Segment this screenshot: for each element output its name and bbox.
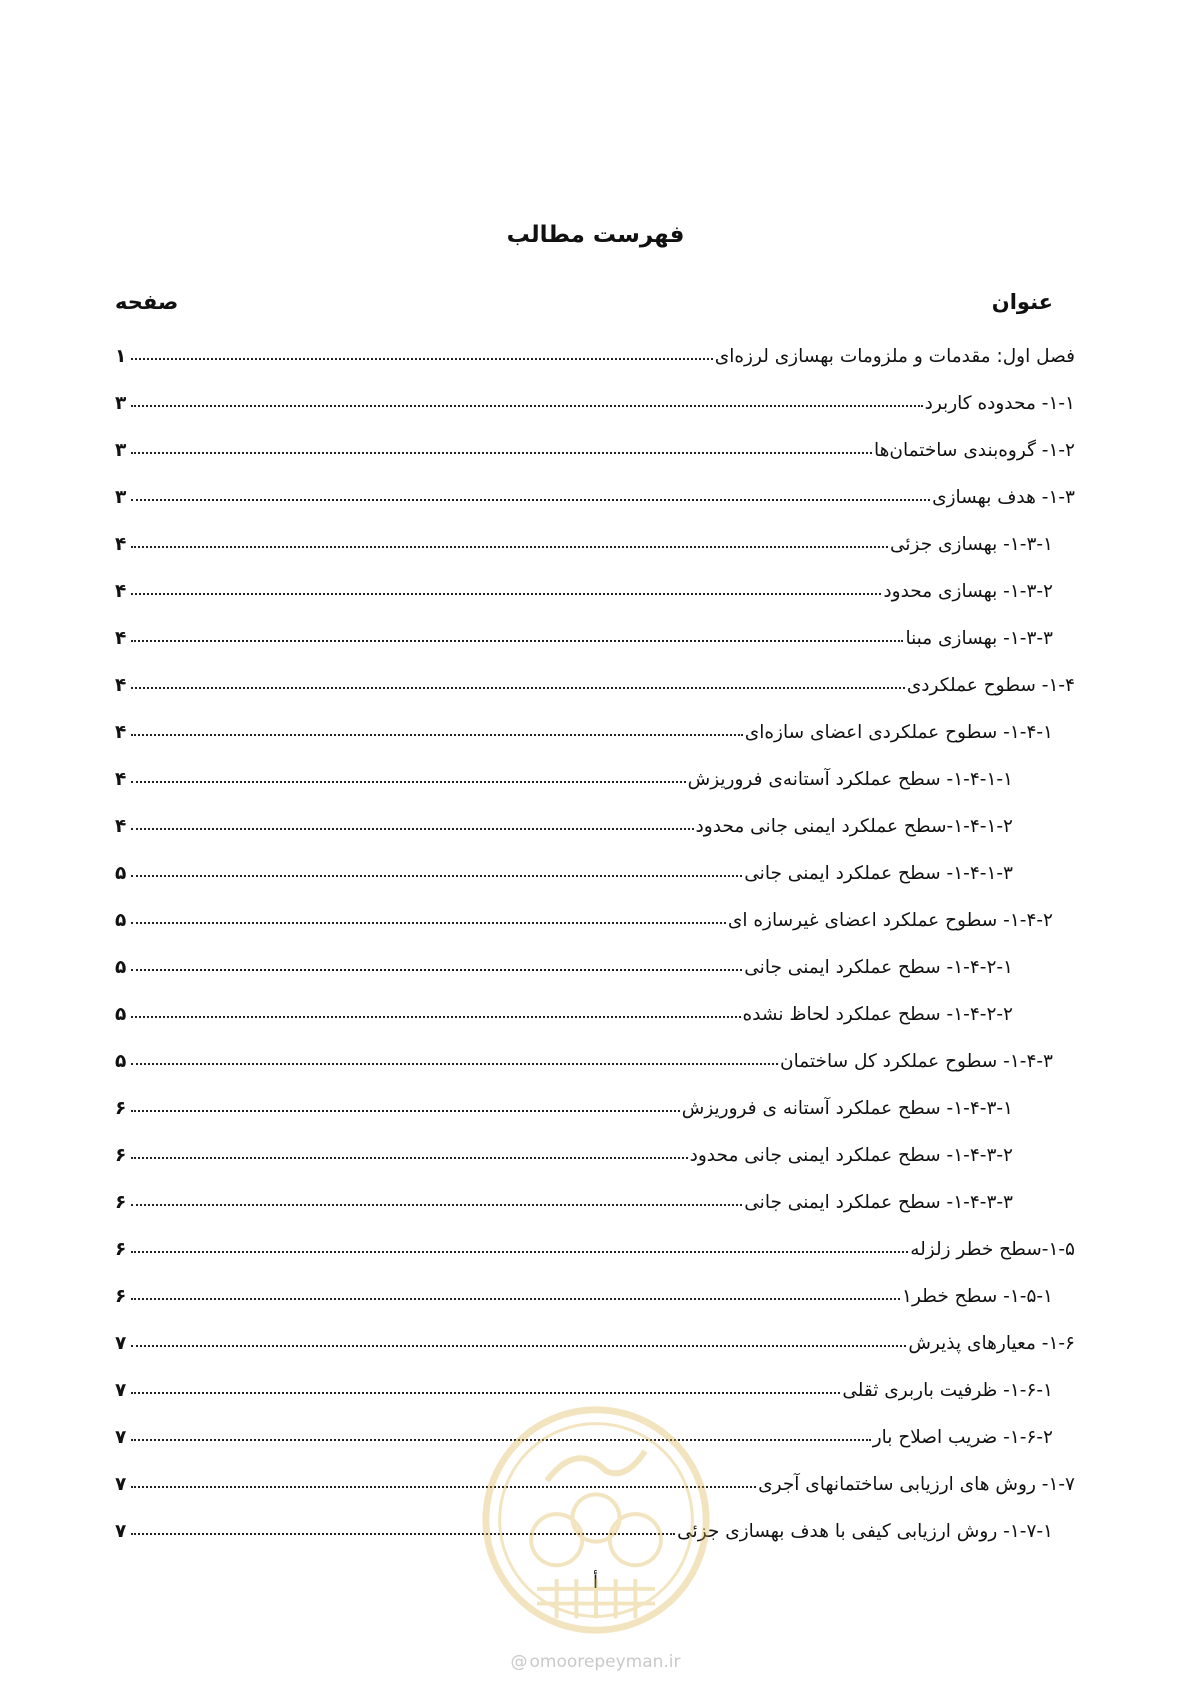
toc-entry[interactable] <box>115 1038 1053 1072</box>
dot-leader <box>131 358 713 360</box>
page-number: أ <box>592 1572 598 1593</box>
toc-entry-title: ۱-۴-۱- سطوح عملکردی اعضای سازه‌ای <box>744 722 1053 743</box>
toc-entry[interactable] <box>115 1367 1053 1401</box>
toc-entry-page: ۳ <box>115 393 127 414</box>
toc-entry-title: ۱-۴-۳- سطوح عملکرد کل ساختمان <box>780 1051 1053 1072</box>
toc-entry-page: ۵ <box>115 863 127 884</box>
toc-entry-page: ۷ <box>115 1427 127 1448</box>
toc-entry-page: ۳ <box>115 487 127 508</box>
dot-leader <box>131 1392 840 1394</box>
dot-leader <box>131 828 694 830</box>
toc-entry-title: ۱-۴-۲- سطوح عملکرد اعضای غیرسازه ای <box>727 910 1053 931</box>
dot-leader <box>131 1251 908 1253</box>
toc-entry[interactable] <box>115 1508 1053 1542</box>
watermark-url <box>0 1652 1191 1672</box>
toc-entry[interactable] <box>115 615 1053 649</box>
toc-entry[interactable] <box>115 709 1053 743</box>
toc-entry[interactable] <box>115 380 1075 414</box>
toc-entry[interactable] <box>115 756 1013 790</box>
toc-entry-page: ۶ <box>115 1192 127 1213</box>
page-title: فهرست مطالب <box>506 222 685 248</box>
toc-entry[interactable] <box>115 944 1013 978</box>
dot-leader <box>131 1486 756 1488</box>
toc-entry-title: ۱-۴-۱-۲-سطح عملکرد ایمنی جانی محدود <box>695 816 1013 837</box>
toc-entry-title: ۱-۷- روش های ارزیابی ساختمانهای آجری <box>758 1474 1075 1495</box>
dot-leader <box>131 1016 741 1018</box>
toc-entry[interactable] <box>115 1414 1053 1448</box>
toc-entry-page: ۴ <box>115 675 127 696</box>
column-header-title: عنوان <box>991 290 1053 314</box>
toc-entry[interactable] <box>115 1320 1075 1354</box>
toc-entry-page: ۷ <box>115 1521 127 1542</box>
dot-leader <box>131 687 905 689</box>
toc-entry[interactable] <box>115 1085 1013 1119</box>
toc-entry[interactable] <box>115 568 1053 602</box>
toc-entry-title: ۱-۴-۳-۱- سطح عملکرد آستانه ی فروریزش <box>681 1098 1013 1119</box>
toc-entry-page: ۱ <box>115 346 127 367</box>
toc-entry[interactable] <box>115 991 1013 1025</box>
dot-leader <box>131 1157 688 1159</box>
toc-entry[interactable] <box>115 1226 1075 1260</box>
dot-leader <box>131 781 686 783</box>
toc-entry-title: ۱-۶- معیارهای پذیرش <box>908 1333 1075 1354</box>
toc-entry-title: ۱-۴-۱-۱- سطح عملکرد آستانه‌ی فروریزش <box>687 769 1013 790</box>
toc-entry-page: ۴ <box>115 581 127 602</box>
toc-entry[interactable] <box>115 850 1013 884</box>
dot-leader <box>131 734 743 736</box>
dot-leader <box>131 1298 900 1300</box>
toc-entry-page: ۷ <box>115 1474 127 1495</box>
at-icon: @ <box>510 1652 528 1672</box>
dot-leader <box>131 969 742 971</box>
toc-entry-title: ۱-۳-۳- بهسازی مبنا <box>905 628 1053 649</box>
toc-entry[interactable] <box>115 1273 1053 1307</box>
toc-entry-title: ۱-۴-۳-۲- سطح عملکرد ایمنی جانی محدود <box>689 1145 1013 1166</box>
watermark-url-text: omoorepeyman.ir <box>529 1652 681 1672</box>
toc-entry[interactable] <box>115 1461 1075 1495</box>
dot-leader <box>131 1204 742 1206</box>
toc-entry-page: ۴ <box>115 816 127 837</box>
toc-entry[interactable] <box>115 521 1053 555</box>
toc-entry-page: ۷ <box>115 1333 127 1354</box>
toc-entry-title: ۱-۴-۳-۳- سطح عملکرد ایمنی جانی <box>744 1192 1013 1213</box>
toc-entry-page: ۵ <box>115 957 127 978</box>
dot-leader <box>131 1439 871 1441</box>
toc-entry-title: ۱-۴-۲-۲- سطح عملکرد لحاظ نشده <box>742 1004 1013 1025</box>
toc-entry-page: ۷ <box>115 1380 127 1401</box>
dot-leader <box>131 922 726 924</box>
toc-entry-page: ۴ <box>115 722 127 743</box>
toc-entry-title: ۱-۷-۱- روش ارزیابی کیفی با هدف بهسازی جزئی <box>677 1521 1053 1542</box>
toc-entry-page: ۶ <box>115 1286 127 1307</box>
dot-leader <box>131 640 903 642</box>
toc-entry-title: ۱-۱- محدوده کاربرد <box>924 393 1075 414</box>
toc-entry-title: ۱-۳-۲- بهسازی محدود <box>883 581 1053 602</box>
toc-entry[interactable] <box>115 662 1075 696</box>
toc-entry[interactable] <box>115 1179 1013 1213</box>
toc-entry-title: ۱-۳- هدف بهسازی <box>932 487 1075 508</box>
toc-entry-title: ۱-۶-۲- ضریب اصلاح بار <box>872 1427 1053 1448</box>
toc-entry-title: ۱-۴- سطوح عملکردی <box>906 675 1075 696</box>
toc-entry-title: ۱-۵-سطح خطر زلزله <box>910 1239 1075 1260</box>
column-header-page: صفحه <box>115 290 179 314</box>
toc-entry[interactable] <box>115 427 1075 461</box>
dot-leader <box>131 1533 675 1535</box>
toc-entry-page: ۴ <box>115 534 127 555</box>
dot-leader <box>131 405 923 407</box>
toc-entry-page: ۴ <box>115 628 127 649</box>
toc-entry-title: ۱-۶-۱- ظرفیت باربری ثقلی <box>842 1380 1053 1401</box>
toc-entry-page: ۴ <box>115 769 127 790</box>
dot-leader <box>131 593 881 595</box>
toc-entry-page: ۵ <box>115 1004 127 1025</box>
dot-leader <box>131 875 742 877</box>
toc-entry-page: ۵ <box>115 1051 127 1072</box>
toc-entry-title: ۱-۴-۲-۱- سطح عملکرد ایمنی جانی <box>744 957 1013 978</box>
toc-entry-page: ۳ <box>115 440 127 461</box>
toc-entry[interactable] <box>115 474 1075 508</box>
dot-leader <box>131 1063 778 1065</box>
toc-entry-title: فصل اول: مقدمات و ملزومات بهسازی لرزه‌ای <box>714 346 1075 367</box>
toc-entry[interactable] <box>115 1132 1013 1166</box>
toc-entry-title: ۱-۵-۱- سطح خطر۱ <box>902 1286 1053 1307</box>
toc-entry[interactable] <box>115 897 1053 931</box>
toc-entry-page: ۶ <box>115 1098 127 1119</box>
toc-entry-title: ۱-۲- گروه‌بندی ساختمان‌ها <box>873 440 1075 461</box>
toc-entry-page: ۵ <box>115 910 127 931</box>
dot-leader <box>131 546 888 548</box>
dot-leader <box>131 452 872 454</box>
toc-entry-page: ۶ <box>115 1145 127 1166</box>
toc-entry-title: ۱-۳-۱- بهسازی جزئی <box>889 534 1053 555</box>
dot-leader <box>131 1345 906 1347</box>
toc-entry-title: ۱-۴-۱-۳- سطح عملکرد ایمنی جانی <box>744 863 1013 884</box>
toc-entry[interactable] <box>115 803 1013 837</box>
toc-entry[interactable] <box>115 333 1075 367</box>
dot-leader <box>131 1110 680 1112</box>
dot-leader <box>131 499 930 501</box>
toc-entry-page: ۶ <box>115 1239 127 1260</box>
